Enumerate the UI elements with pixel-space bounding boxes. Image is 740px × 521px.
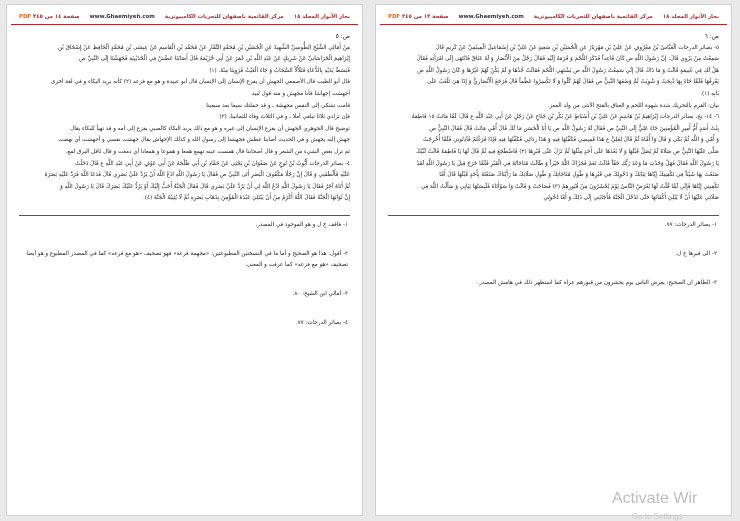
text-line: ٥- بصائر الدرجات الْعَبَّاسُ بْنُ مَعْرُوفٍ عَنْ عَلِيِّ بْنِ مَهْزِيَارَ عَنِ الْحُسَيْنِ بْنِ سَعِيدٍ عَنْ عَلِيِّ بْنِ إِسْمَاعِيلَ الْمِيثَمِيِّ عَنْ كَرِيمٍ قَالَ <box>435 44 719 51</box>
text-line: إِنَّ ثَوَابَهَا الْجَنَّةُ فَقَالَ اللَّهُ أَكْرَمُ مِنْ أَنْ يَبْتَلِيَ عَبْدَهُ الْمُؤْمِنَ بِذَهَابِ بَصَرِهِ ثُمَّ لَا يُثِيبُهُ الْجَنَّةَ (٤). <box>143 195 350 202</box>
text-line: ٦- ١٤- يج، بصائر الدرجات إِبْرَاهِيمُ بْنُ هَاشِمٍ عَنْ عَلِيِّ بْنِ أَسْبَاطٍ عَنْ بَكْرِ بْنِ جَنَاحٍ عَنْ رَجُلٍ عَنْ أَبِي عَبْدِ اللَّهِ ع قَالَ: لَمَّا مَاتَتْ ١٥ فَاطِمَةُ <box>411 114 719 121</box>
text-line: قامت تشكي إلى النفس مجهشة ـ و قد حملتك سبعا بعد سبعينا <box>206 102 350 109</box>
text-line: توضيح قال الجوهري الجهش أن يفزع الإنسان إلى غيره و هو مع ذلك يريد البكاء كالصبي يفزع إلى أمه و قد تهيأ للبكاء يقال <box>70 125 350 132</box>
book-title: بحار الأنوار المجلد ١٨ <box>293 14 350 20</box>
text-line: تَكْفِينِي إِيَّاهَا فَإِنِّي لَمَّا قُلْتُ لَهَا يُعْرَضُ النَّاسُ يَوْمَ يُحْشَرُونَ مِنْ قُبُورِهِمْ (٣) فَصَاحَتْ وَ قَالَتْ وَا سَوْأَتَاهْ فَلَبِسَتْهَا ثِيَابِي وَ سَأَلْتُ اللَّهَ فِي <box>420 183 719 190</box>
text-line: صَلَاتِي عَلَيْهَا أَنْ لَا يُبْلِيَ أَكْفَانَهَا حَتَّى تَدْخُلَ الْجَنَّةَ فَأَجَابَنِي إِلَى ذَلِكَ وَ أَمَّا دُخُولِي <box>543 195 719 202</box>
site-url[interactable]: www.Ghaemiyeh.com <box>89 14 155 20</box>
center-name: مركز القائمية باصفهان للتحريات الكامپيوترية <box>164 14 284 20</box>
site-url[interactable]: www.Ghaemiyeh.com <box>458 14 524 20</box>
text-line: بِنْتُ أَسَدٍ أُمُّ أَمِيرِ الْمُؤْمِنِينَ جَاءَ عَلِيٌّ إِلَى النَّبِيِّ ص فَقَالَ لَهُ رَسُولُ اللَّهِ ص يَا أَبَا الْحَسَنِ مَا لَكَ قَالَ أُمِّي مَاتَتْ قَالَ فَقَالَ النَّبِيُّ ص <box>429 125 719 132</box>
book-title: بحار الأنوار المجلد ١٨ <box>662 14 719 20</box>
page-header <box>11 10 358 25</box>
pdf-icon: PDF <box>19 14 32 20</box>
book-page-left <box>6 4 363 516</box>
activation-watermark-sub: Go to Settings <box>632 512 683 521</box>
text-line: وَ أُمِّي وَ اللَّهِ ثُمَّ بَكَى وَ قَالَ وَا أُمَّاهْ ثُمَّ قَالَ لِعَلِيٍّ ع هَذَا قَمِيصِي فَكَفِّنْهَا فِيهِ وَ هَذَا رِدَائِي فَكَفِّنْهَا فِيهِ فَإِذَا فَرَغْتُمْ فَآذِنُونِي فَلَمَّا أُخْرِجَتْ <box>423 137 719 144</box>
text-line: هَلْ لَكِ فِي غَنِيمَةٍ قَالَتْ وَ مَا ذَاكَ قَالَ إِنِّي سَمِعْتُ رَسُولَ اللَّهِ ص يَشْتَهِي اللَّحْمَ فَقَالَتْ خُذْهَا وَ لَمْ يَكُنْ لَهُمْ غَيْرُهَا وَ كَانَ رَسُولُ اللَّهِ ص <box>417 67 719 74</box>
text-line: بيان: القرم بالتحريك شدة شهوة اللحم و العناق بالفتح الأنثى من ولد المعز. <box>547 102 719 109</box>
text-line: ثم تزل بعض الشيء من الشعر و قال أصحابنا قال همست عينه تهمع همعا و هموعا و همعانا أي دمعت و قال ثاقل البرق لمع. <box>65 148 350 155</box>
text-line: فإن تزادي ثلاثا تبلغي أملا ـ و في الثلاث وفاء للثمانينا. (٣) <box>219 114 350 121</box>
text-line: سَمِعْتُ مِنْ يَرْوِي قَالَ: إِنَّ رَسُولَ اللَّهِ ص كَانَ قَاعِداً فَذَكَرَ اللَّحْمَ وَ قَرَمَهُ إِلَيْهِ فَقَالَ رَجُلٌ مِنَ الْأَنْصَارِ وَ لَهُ عَنَاقٌ فَانْتَهَى إِلَى امْرَأَتِهِ فَقَالَ <box>416 56 719 63</box>
page-body <box>376 25 731 205</box>
footnotes <box>376 216 731 289</box>
footnote: ١- بصائر الدرجات: ٧٧. <box>664 221 717 228</box>
page-number: ص: ٦ <box>704 33 719 40</box>
text-line: ٤- بصائر الدرجات أَيُّوبُ بْنُ نُوحٍ عَنْ صَفْوَانَ بْنِ يَحْيَى عَنْ حَمَّادِ بْنِ أَبِي طَلْحَةَ عَنْ أَبِي عَوْفٍ عَنْ أَبِي عَبْدِ اللَّهِ ع قَالَ دَخَلْتُ <box>75 160 350 167</box>
page-body <box>7 25 362 205</box>
activation-watermark: Activate Wir <box>612 490 698 507</box>
footnote: ٣- أمالي ابن الشيخ: ٨٠. <box>292 290 348 297</box>
book-page-right <box>375 4 732 516</box>
footnote: ٣- الظاهر ان الصحيح: يعرض الناس يوم يحشرون من قبورهم عراة كما استظهر ذلك في هامش المصدر. <box>477 279 717 286</box>
text-line: قال أبو الطيب قال الأصمعي الجهش أن يفزع الإنسان إلى الإنسان قال أبو عبيدة و هو مع فزعه (٢) كأنه يريد البكاء و في لغة أخرى <box>50 79 350 86</box>
text-line: عَلَيْهِ فَأَلْطَفَنِي وَ قَالَ إِنَّ رَجُلًا مَكْفُوفَ الْبَصَرِ أَتَى النَّبِيَّ ص فَقَالَ يَا رَسُولَ اللَّهِ ادْعُ اللَّهَ أَنْ يَرُدَّ عَلَيَّ بَصَرِي قَالَ فَدَعَا اللَّهَ فَرَدَّ عَلَيْهِ بَصَرَهُ <box>44 172 350 179</box>
text-line: جهش إليه يجهش و في الحديث أصابنا عطش فجهشنا إلى رسول الله و كذلك الإجهاش يقال جهشت نفسي و أجهشت أي نهضت <box>58 137 350 144</box>
text-line: صَلَّى عَلَيْهَا النَّبِيُّ ص صَلَاةً لَمْ يُصَلِّ قَبْلَهَا وَ لَا بَعْدَهَا عَلَى أَحَدٍ مِثْلَهَا ثُمَّ نَزَلَ عَلَى قَبْرِهَا (٢) فَاضْطَجَعَ فِيهِ ثُمَّ قَالَ لَهَا يَا فَاطِمَةُ قَالَتْ لَبَّيْكَ <box>416 148 719 155</box>
page-header <box>380 10 727 25</box>
footnotes <box>7 216 362 329</box>
text-line: مِنْ أَمَالِي الشَّيْخِ الطُّوسِيِّ الشَّهِيدُ عَنِ الْحُسَيْنِ بْنِ مُحَمَّدٍ التَّمَّارِ عَنْ مُحَمَّدِ بْنِ الْقَاسِمِ عَنْ عِيسَى بْنِ مُحَمَّدٍ الْحَافِظِ عَنْ إِسْحَاقَ بْنِ <box>57 44 350 51</box>
footnote: ٢- الى قبرها خ ل. <box>675 250 717 257</box>
text-line: فَبَسَطَ يَدَيْهِ بِالدُّعَاءِ فَتَلَأْلَأَ السَّحَابُ وَ جَاءَ الْغَيْثُ فَرَوِينَا مِنْهُ. (١) <box>209 67 350 74</box>
pdf-icon: PDF <box>388 14 401 20</box>
page-counter: صفحة ١٣ من ٣٤٥ PDF <box>388 14 449 20</box>
text-line: يَا رَسُولَ اللَّهِ فَقَالَ فَهَلْ وَجَدْتِ مَا وَعَدَ رَبُّكِ حَقّاً قَالَتْ نَعَمْ فَجَزَاكَ اللَّهُ خَيْراً وَ طَالَتْ مُنَاجَاتُهُ فِي الْقَبْرِ فَلَمَّا خَرَجَ قِيلَ يَا رَسُولَ اللَّهِ لَقَدْ <box>416 160 719 167</box>
text-line: أجهشت إجهاشا فأنا مجهش و منه قول لبيد <box>251 90 350 97</box>
text-line: إِبْرَاهِيمَ الْخَرَاسَانِيِّ عَنْ شَرِيكٍ عَنْ عَبْدِ اللَّهِ بْنِ عُمَرَ عَنْ أَبِي خُزَيْمَةَ قَالَ أَصَابَنَا عَطَشٌ فِي الْحُدَيْبِيَةِ فَجَهَشْنَا إِلَى النَّبِيِّ ص <box>78 56 350 63</box>
footnote: ١- فاقف خ ل و هو الموجود في المصدر. <box>255 221 348 228</box>
page-counter: صفحة ١٤ من ٣٤٥ PDF <box>19 14 80 20</box>
page-number: ص: ٥ <box>335 33 350 40</box>
text-line: ثُمَّ أَتَاهُ آخَرُ فَقَالَ يَا رَسُولَ اللَّهِ ادْعُ اللَّهَ لِي أَنْ يَرُدَّ عَلَيَّ بَصَرِي قَالَ فَقَالَ الْجَنَّةُ أَحَبُّ إِلَيْكَ أَوْ يَرُدُّ عَلَيْكَ بَصَرَكَ قَالَ يَا رَسُولَ اللَّهِ وَ <box>60 183 350 190</box>
footnote: ٢- أقول: هذا هو الصحيح و أما ما في النسختين المطبوعتين: «مجهمة فرعة» فهو تصحيف «هو مع فرعه» كما في المصدر المطبوع و هو أيضا تصحيف «هو مع فزعه» كما عرفت و المعنى. <box>26 250 348 268</box>
text-line: صَنَعْتَ بِهَا شَيْئاً فِي تَكْفِينِكَ إِيَّاهَا ثِيَابَكَ وَ دُخُولِكَ فِي قَبْرِهَا وَ طُولِ مُنَاجَاتِكَ وَ طُولِ صَلَاتِكَ مَا رَأَيْنَاكَ صَنَعْتَهُ بِأَحَدٍ قَبْلَهَا قَالَ أَمَّا <box>439 172 719 179</box>
text-line: بَابِهِ (١). <box>700 90 719 97</box>
text-line: يَعْرِفُهَا فَلَمَّا جَاءَ بِهَا ذُبِحَتْ وَ شُوِيَتْ ثُمَّ وَضَعَهَا النَّبِيُّ ص فَقَالَ لَهُمْ كُلُوا وَ لَا تَكْسِرُوا عَظْماً قَالَ فَرَجَعَ الْأَنْصَارِيُّ وَ إِذَا هِيَ تَلْعَبُ عَلَى <box>426 79 719 86</box>
footnote: ٤- بصائر الدرجات: ٧٧. <box>295 319 348 326</box>
center-name: مركز القائمية باصفهان للتحريات الكامپيوترية <box>533 14 653 20</box>
